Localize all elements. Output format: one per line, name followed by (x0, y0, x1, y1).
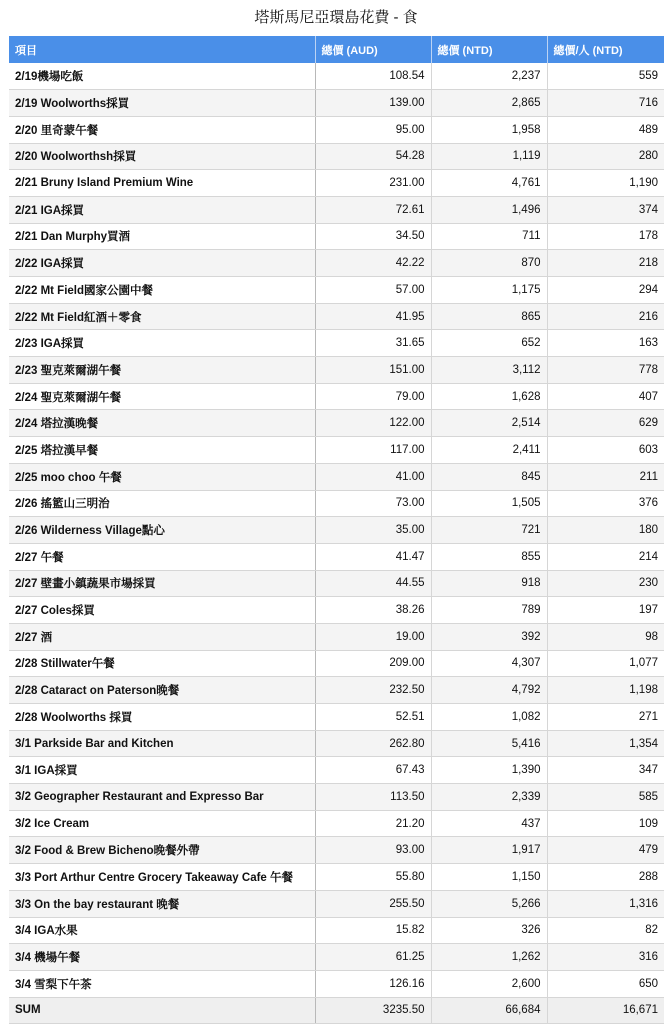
cell-total-ntd: 721 (431, 517, 547, 544)
table-row (9, 944, 664, 971)
cell-per-person-ntd: 197 (547, 597, 664, 624)
table-row (9, 543, 664, 570)
table-row (9, 810, 664, 837)
table-row (9, 570, 664, 597)
cell-item: 2/25 塔拉漢早餐 (9, 437, 315, 464)
cell-per-person-ntd: 294 (547, 277, 664, 304)
cell-total-ntd: 865 (431, 303, 547, 330)
cell-per-person-ntd: 1,316 (547, 890, 664, 917)
cell-total-ntd: 1,390 (431, 757, 547, 784)
table-row (9, 90, 664, 117)
page-title: 塔斯馬尼亞環島花費 - 食 (254, 9, 418, 26)
cell-total-ntd: 2,514 (431, 410, 547, 437)
cell-item: 2/20 里奇蒙午餐 (9, 116, 315, 143)
cell-total-ntd: 1,628 (431, 383, 547, 410)
cell-total-aud: 52.51 (315, 704, 431, 731)
cell-total-ntd: 2,865 (431, 90, 547, 117)
cell-item: 3/1 Parkside Bar and Kitchen (9, 730, 315, 757)
cell-total-aud: 93.00 (315, 837, 431, 864)
header-row (9, 36, 664, 63)
sum-per-person-ntd: 16,671 (547, 997, 664, 1024)
table-row (9, 784, 664, 811)
cell-item: 2/20 Woolworthsh採買 (9, 143, 315, 170)
cell-total-aud: 232.50 (315, 677, 431, 704)
cell-item: 2/27 Coles採買 (9, 597, 315, 624)
cell-item: 2/26 搖籃山三明治 (9, 490, 315, 517)
cell-per-person-ntd: 180 (547, 517, 664, 544)
table-row (9, 490, 664, 517)
cell-item: 2/23 聖克萊爾湖午餐 (9, 357, 315, 384)
cell-total-ntd: 392 (431, 623, 547, 650)
cell-total-ntd: 1,958 (431, 116, 547, 143)
table-row (9, 970, 664, 997)
cell-per-person-ntd: 98 (547, 623, 664, 650)
cell-total-ntd: 1,262 (431, 944, 547, 971)
cell-total-aud: 108.54 (315, 63, 431, 90)
cell-item: 3/1 IGA採買 (9, 757, 315, 784)
cell-total-ntd: 845 (431, 463, 547, 490)
cell-total-ntd: 5,416 (431, 730, 547, 757)
cell-item: 2/24 塔拉漢晚餐 (9, 410, 315, 437)
cell-total-aud: 42.22 (315, 250, 431, 277)
table-row (9, 410, 664, 437)
cell-per-person-ntd: 288 (547, 864, 664, 891)
cell-total-aud: 113.50 (315, 784, 431, 811)
cell-item: 3/2 Geographer Restaurant and Expresso Bar (9, 784, 315, 811)
cell-item: 2/28 Woolworths 採買 (9, 704, 315, 731)
cell-item: 3/2 Ice Cream (9, 810, 315, 837)
cell-total-ntd: 711 (431, 223, 547, 250)
cell-per-person-ntd: 316 (547, 944, 664, 971)
cell-item: 2/28 Cataract on Paterson晚餐 (9, 677, 315, 704)
cell-total-aud: 57.00 (315, 277, 431, 304)
cell-item: 2/19機場吃飯 (9, 63, 315, 90)
cell-item: 3/4 IGA水果 (9, 917, 315, 944)
table-row (9, 277, 664, 304)
cell-per-person-ntd: 376 (547, 490, 664, 517)
cell-total-ntd: 855 (431, 543, 547, 570)
cell-total-aud: 34.50 (315, 223, 431, 250)
cell-total-ntd: 1,175 (431, 277, 547, 304)
cell-per-person-ntd: 650 (547, 970, 664, 997)
cell-total-ntd: 4,761 (431, 170, 547, 197)
cell-item: 2/22 Mt Field紅酒＋零食 (9, 303, 315, 330)
cell-total-ntd: 918 (431, 570, 547, 597)
cell-per-person-ntd: 1,198 (547, 677, 664, 704)
cell-total-aud: 231.00 (315, 170, 431, 197)
cell-total-aud: 117.00 (315, 437, 431, 464)
cell-per-person-ntd: 585 (547, 784, 664, 811)
cell-total-aud: 139.00 (315, 90, 431, 117)
table-row (9, 330, 664, 357)
cell-total-ntd: 1,150 (431, 864, 547, 891)
cell-total-ntd: 2,237 (431, 63, 547, 90)
header-total-aud: 總價 (AUD) (315, 36, 431, 63)
cell-total-aud: 72.61 (315, 196, 431, 223)
cell-per-person-ntd: 163 (547, 330, 664, 357)
cell-item: 2/21 IGA採買 (9, 196, 315, 223)
table-row (9, 677, 664, 704)
table-row (9, 730, 664, 757)
cell-total-aud: 209.00 (315, 650, 431, 677)
cell-item: 2/22 IGA採買 (9, 250, 315, 277)
table-row (9, 196, 664, 223)
table-row (9, 837, 664, 864)
cell-item: 2/26 Wilderness Village點心 (9, 517, 315, 544)
cell-per-person-ntd: 218 (547, 250, 664, 277)
cell-per-person-ntd: 489 (547, 116, 664, 143)
cell-total-aud: 31.65 (315, 330, 431, 357)
cell-item: 2/24 聖克萊爾湖午餐 (9, 383, 315, 410)
cell-total-ntd: 870 (431, 250, 547, 277)
cell-item: 3/4 雪梨下午茶 (9, 970, 315, 997)
cell-total-aud: 35.00 (315, 517, 431, 544)
table-row (9, 303, 664, 330)
cell-per-person-ntd: 109 (547, 810, 664, 837)
cell-total-aud: 44.55 (315, 570, 431, 597)
cell-total-ntd: 1,917 (431, 837, 547, 864)
cell-per-person-ntd: 629 (547, 410, 664, 437)
cell-total-ntd: 1,119 (431, 143, 547, 170)
cell-total-ntd: 437 (431, 810, 547, 837)
sum-row (9, 997, 664, 1024)
header-item: 項目 (9, 36, 315, 63)
cell-total-aud: 61.25 (315, 944, 431, 971)
cell-item: 3/4 機場午餐 (9, 944, 315, 971)
cell-per-person-ntd: 1,190 (547, 170, 664, 197)
cell-item: 3/2 Food & Brew Bicheno晚餐外帶 (9, 837, 315, 864)
cell-per-person-ntd: 559 (547, 63, 664, 90)
cell-item: 2/27 午餐 (9, 543, 315, 570)
cell-total-aud: 122.00 (315, 410, 431, 437)
cell-total-ntd: 1,082 (431, 704, 547, 731)
cell-total-aud: 262.80 (315, 730, 431, 757)
cell-item: 3/3 Port Arthur Centre Grocery Takeaway Cafe 午餐 (9, 864, 315, 891)
table-row (9, 597, 664, 624)
cell-total-ntd: 1,496 (431, 196, 547, 223)
expense-table-container (9, 36, 664, 1024)
table-row (9, 917, 664, 944)
cell-total-aud: 95.00 (315, 116, 431, 143)
table-row (9, 517, 664, 544)
cell-per-person-ntd: 716 (547, 90, 664, 117)
table-row (9, 63, 664, 90)
cell-total-ntd: 789 (431, 597, 547, 624)
cell-item: 2/21 Bruny Island Premium Wine (9, 170, 315, 197)
cell-total-aud: 54.28 (315, 143, 431, 170)
table-row (9, 704, 664, 731)
cell-item: 2/25 moo choo 午餐 (9, 463, 315, 490)
cell-total-aud: 151.00 (315, 357, 431, 384)
cell-item: 2/27 酒 (9, 623, 315, 650)
cell-total-ntd: 4,792 (431, 677, 547, 704)
cell-per-person-ntd: 230 (547, 570, 664, 597)
cell-total-aud: 255.50 (315, 890, 431, 917)
cell-total-ntd: 1,505 (431, 490, 547, 517)
cell-item: 2/28 Stillwater午餐 (9, 650, 315, 677)
cell-per-person-ntd: 1,077 (547, 650, 664, 677)
cell-per-person-ntd: 82 (547, 917, 664, 944)
cell-per-person-ntd: 374 (547, 196, 664, 223)
table-row (9, 437, 664, 464)
table-row (9, 143, 664, 170)
cell-total-ntd: 652 (431, 330, 547, 357)
table-row (9, 463, 664, 490)
table-row (9, 383, 664, 410)
cell-per-person-ntd: 216 (547, 303, 664, 330)
cell-per-person-ntd: 1,354 (547, 730, 664, 757)
table-row (9, 116, 664, 143)
cell-total-aud: 55.80 (315, 864, 431, 891)
table-row (9, 864, 664, 891)
table-row (9, 890, 664, 917)
cell-total-aud: 41.47 (315, 543, 431, 570)
cell-item: 2/23 IGA採買 (9, 330, 315, 357)
cell-per-person-ntd: 271 (547, 704, 664, 731)
table-row (9, 650, 664, 677)
table-row (9, 223, 664, 250)
cell-per-person-ntd: 280 (547, 143, 664, 170)
cell-total-ntd: 2,600 (431, 970, 547, 997)
sum-total-aud: 3235.50 (315, 997, 431, 1024)
cell-total-ntd: 4,307 (431, 650, 547, 677)
cell-item: 3/3 On the bay restaurant 晚餐 (9, 890, 315, 917)
cell-total-aud: 15.82 (315, 917, 431, 944)
cell-per-person-ntd: 178 (547, 223, 664, 250)
cell-item: 2/21 Dan Murphy買酒 (9, 223, 315, 250)
cell-item: 2/27 壁畫小鎮蔬果市場採買 (9, 570, 315, 597)
cell-per-person-ntd: 407 (547, 383, 664, 410)
cell-total-ntd: 2,339 (431, 784, 547, 811)
cell-per-person-ntd: 347 (547, 757, 664, 784)
cell-total-aud: 41.95 (315, 303, 431, 330)
table-row (9, 170, 664, 197)
cell-item: 2/19 Woolworths採買 (9, 90, 315, 117)
table-header (9, 36, 664, 63)
table-body (9, 63, 664, 1024)
cell-per-person-ntd: 778 (547, 357, 664, 384)
sum-label: SUM (9, 997, 315, 1024)
cell-total-ntd: 3,112 (431, 357, 547, 384)
table-row (9, 357, 664, 384)
cell-total-aud: 126.16 (315, 970, 431, 997)
cell-per-person-ntd: 211 (547, 463, 664, 490)
cell-total-aud: 41.00 (315, 463, 431, 490)
expense-table (9, 36, 664, 1024)
cell-per-person-ntd: 603 (547, 437, 664, 464)
cell-total-ntd: 5,266 (431, 890, 547, 917)
cell-per-person-ntd: 479 (547, 837, 664, 864)
header-total-ntd: 總價 (NTD) (431, 36, 547, 63)
cell-total-aud: 73.00 (315, 490, 431, 517)
header-per-person-ntd: 總價/人 (NTD) (547, 36, 664, 63)
sum-total-ntd: 66,684 (431, 997, 547, 1024)
cell-total-ntd: 2,411 (431, 437, 547, 464)
table-row (9, 757, 664, 784)
cell-per-person-ntd: 214 (547, 543, 664, 570)
cell-total-aud: 21.20 (315, 810, 431, 837)
cell-total-aud: 67.43 (315, 757, 431, 784)
table-row (9, 623, 664, 650)
cell-item: 2/22 Mt Field國家公園中餐 (9, 277, 315, 304)
table-row (9, 250, 664, 277)
cell-total-aud: 19.00 (315, 623, 431, 650)
cell-total-ntd: 326 (431, 917, 547, 944)
cell-total-aud: 38.26 (315, 597, 431, 624)
cell-total-aud: 79.00 (315, 383, 431, 410)
